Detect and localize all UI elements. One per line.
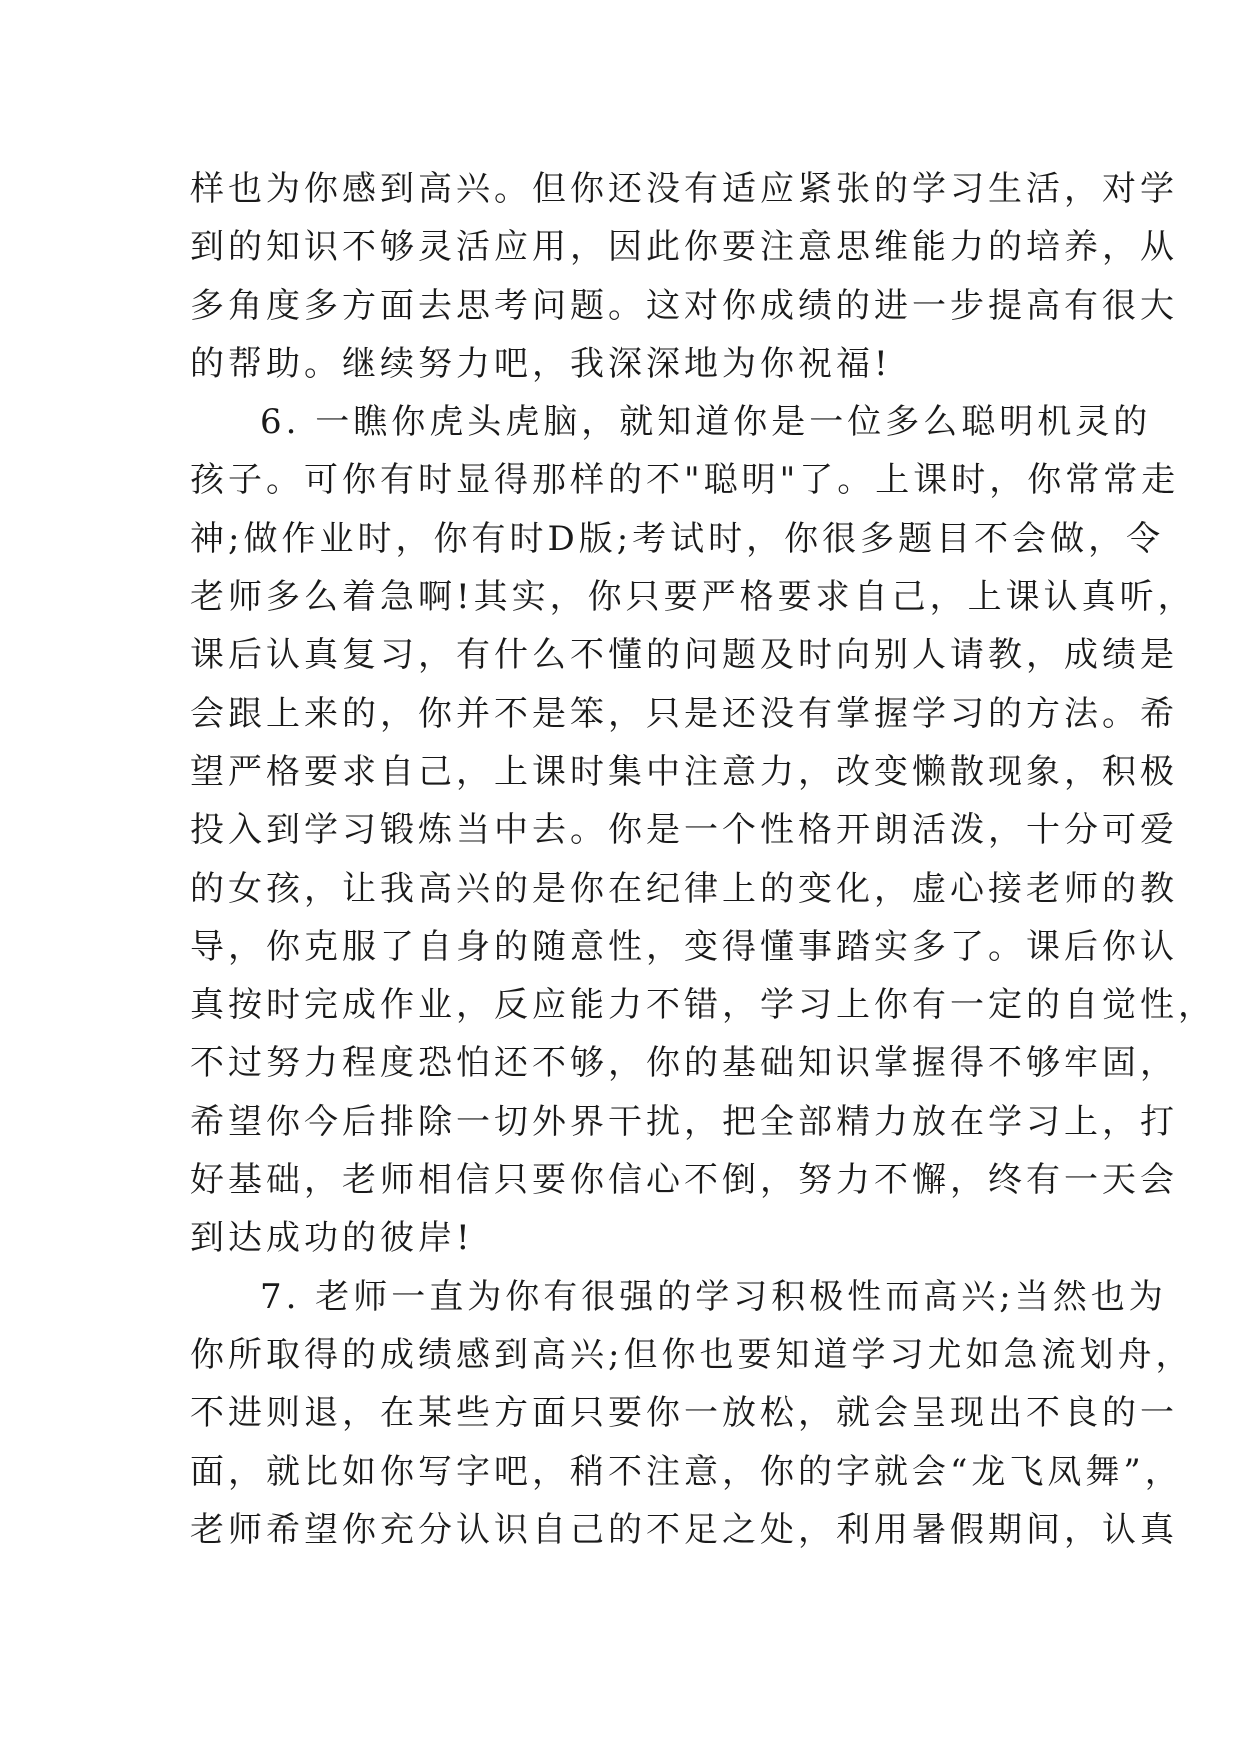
text-line: 投入到学习锻炼当中去。你是一个性格开朗活泼，十分可爱 bbox=[190, 810, 1178, 851]
text-line: 多角度多方面去思考问题。这对你成绩的进一步提高有很大 bbox=[190, 285, 1178, 326]
text-line: 课后认真复习，有什么不懂的问题及时向别人请教，成绩是 bbox=[190, 635, 1178, 676]
text-line: 导，你克服了自身的随意性，变得懂事踏实多了。课后你认 bbox=[190, 926, 1178, 967]
text-line: 望严格要求自己，上课时集中注意力，改变懒散现象，积极 bbox=[190, 751, 1178, 792]
text-line: 到达成功的彼岸! bbox=[190, 1218, 474, 1259]
text-line: 你所取得的成绩感到高兴;但你也要知道学习尤如急流划舟， bbox=[190, 1334, 1194, 1375]
text-line: 希望你今后排除一切外界干扰，把全部精力放在学习上，打 bbox=[190, 1101, 1178, 1142]
paragraph-start-line: 6. 一瞧你虎头虎脑，就知道你是一位多么聪明机灵的 bbox=[260, 402, 1152, 443]
text-line: 好基础，老师相信只要你信心不倒，努力不懈，终有一天会 bbox=[190, 1160, 1178, 1201]
text-line: 会跟上来的，你并不是笨，只是还没有掌握学习的方法。希 bbox=[190, 693, 1178, 734]
text-line: 真按时完成作业，反应能力不错，学习上你有一定的自觉性， bbox=[190, 985, 1216, 1026]
text-line: 的女孩，让我高兴的是你在纪律上的变化，虚心接老师的教 bbox=[190, 868, 1178, 909]
text-line: 不过努力程度恐怕还不够，你的基础知识掌握得不够牢固， bbox=[190, 1043, 1178, 1084]
body-text bbox=[190, 160, 1216, 1559]
text-line: 孩子。可你有时显得那样的不"聪明"了。上课时，你常常走 bbox=[190, 460, 1180, 501]
text-line: 老师希望你充分认识自己的不足之处，利用暑假期间，认真 bbox=[190, 1509, 1178, 1550]
text-line: 老师多么着急啊!其实，你只要严格要求自己，上课认真听， bbox=[190, 577, 1196, 618]
paragraph-start-line: 7. 老师一直为你有很强的学习积极性而高兴;当然也为 bbox=[260, 1276, 1167, 1317]
text-line: 样也为你感到高兴。但你还没有适应紧张的学习生活，对学 bbox=[190, 169, 1178, 209]
text-line: 神;做作业时，你有时D版;考试时，你很多题目不会做，令 bbox=[190, 518, 1165, 559]
text-line: 面，就比如你写字吧，稍不注意，你的字就会“龙飞凤舞”， bbox=[190, 1451, 1183, 1492]
text-line: 到的知识不够灵活应用，因此你要注意思维能力的培养，从 bbox=[190, 227, 1178, 268]
text-line: 的帮助。继续努力吧，我深深地为你祝福! bbox=[190, 343, 892, 384]
text-line: 不进则退，在某些方面只要你一放松，就会呈现出不良的一 bbox=[190, 1393, 1178, 1434]
